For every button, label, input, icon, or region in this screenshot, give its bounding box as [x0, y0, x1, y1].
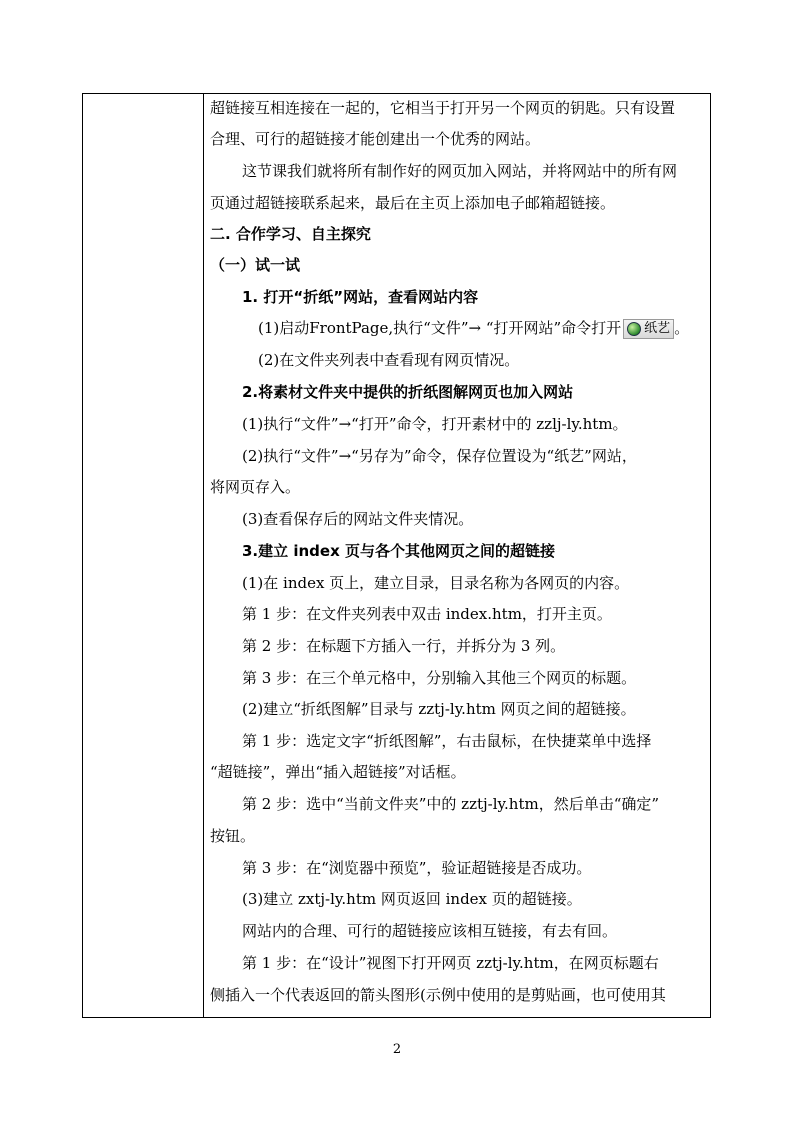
text-line-with-button: [258, 318, 689, 339]
page-number: 2: [392, 1042, 402, 1057]
text-line: (2)建立“折纸图解”目录与 zztj-ly.htm 网页之间的超链接。: [242, 700, 636, 718]
text-line: 网站内的合理、可行的超链接应该相互链接，有去有回。: [242, 922, 618, 940]
text-line: 第 1 步：选定文字“折纸图解”，右击鼠标，在快捷菜单中选择: [242, 732, 652, 750]
text-line: (2)执行“文件”→“另存为”命令，保存位置设为“纸艺”网站，: [242, 447, 637, 465]
text-line: 合理、可行的超链接才能创建出一个优秀的网站。: [210, 130, 541, 148]
text-line: 第 2 步：在标题下方插入一行，并拆分为 3 列。: [242, 637, 566, 655]
text-line: 页通过超链接联系起来，最后在主页上添加电子邮箱超链接。: [210, 194, 616, 212]
text-line: (1)启动FrontPage,执行“文件”→ “打开网站”命令打开: [258, 319, 622, 337]
text-line: 按钮。: [210, 827, 256, 845]
line-end-punct: 。: [674, 319, 690, 337]
zhiyi-site-button[interactable]: [623, 319, 674, 339]
text-line: (3)查看保存后的网站文件夹情况。: [242, 510, 474, 528]
text-line: (2)在文件夹列表中查看现有网页情况。: [258, 351, 520, 369]
text-line: 将网页存入。: [210, 478, 301, 496]
text-line: 第 3 步：在三个单元格中，分别输入其他三个网页的标题。: [242, 669, 637, 687]
step-heading: 2.将素材文件夹中提供的折纸图解网页也加入网站: [242, 383, 574, 401]
subsection-heading: （一）试一试: [210, 256, 301, 274]
text-line: 超链接互相连接在一起的，它相当于打开另一个网页的钥匙。只有设置: [210, 99, 676, 117]
text-line: 第 3 步：在“浏览器中预览”，验证超链接是否成功。: [242, 859, 592, 877]
text-line: “超链接”，弹出“插入超链接”对话框。: [210, 763, 466, 781]
text-line: (3)建立 zxtj-ly.htm 网页返回 index 页的超链接。: [242, 890, 582, 908]
table-column-divider: [203, 93, 204, 1018]
text-line: 第 1 步：在文件夹列表中双击 index.htm，打开主页。: [242, 605, 612, 623]
text-line: (1)执行“文件”→“打开”命令，打开素材中的 zzlj-ly.htm。: [242, 415, 628, 433]
text-line: (1)在 index 页上，建立目录，目录名称为各网页的内容。: [242, 574, 630, 592]
website-globe-icon: [627, 322, 641, 336]
text-line: 第 1 步：在“设计”视图下打开网页 zztj-ly.htm，在网页标题右: [242, 954, 659, 972]
zhiyi-site-label: 纸艺: [644, 321, 671, 336]
section-heading: 二. 合作学习、自主探究: [210, 225, 371, 243]
text-line: 第 2 步：选中“当前文件夹”中的 zztj-ly.htm，然后单击“确定”: [242, 795, 660, 813]
text-line: 这节课我们就将所有制作好的网页加入网站，并将网站中的所有网: [242, 162, 678, 180]
step-heading: 1. 打开“折纸”网站，查看网站内容: [242, 288, 479, 306]
text-line: 侧插入一个代表返回的箭头图形(示例中使用的是剪贴画，也可使用其: [210, 986, 666, 1004]
step-heading: 3.建立 index 页与各个其他网页之间的超链接: [242, 542, 555, 560]
